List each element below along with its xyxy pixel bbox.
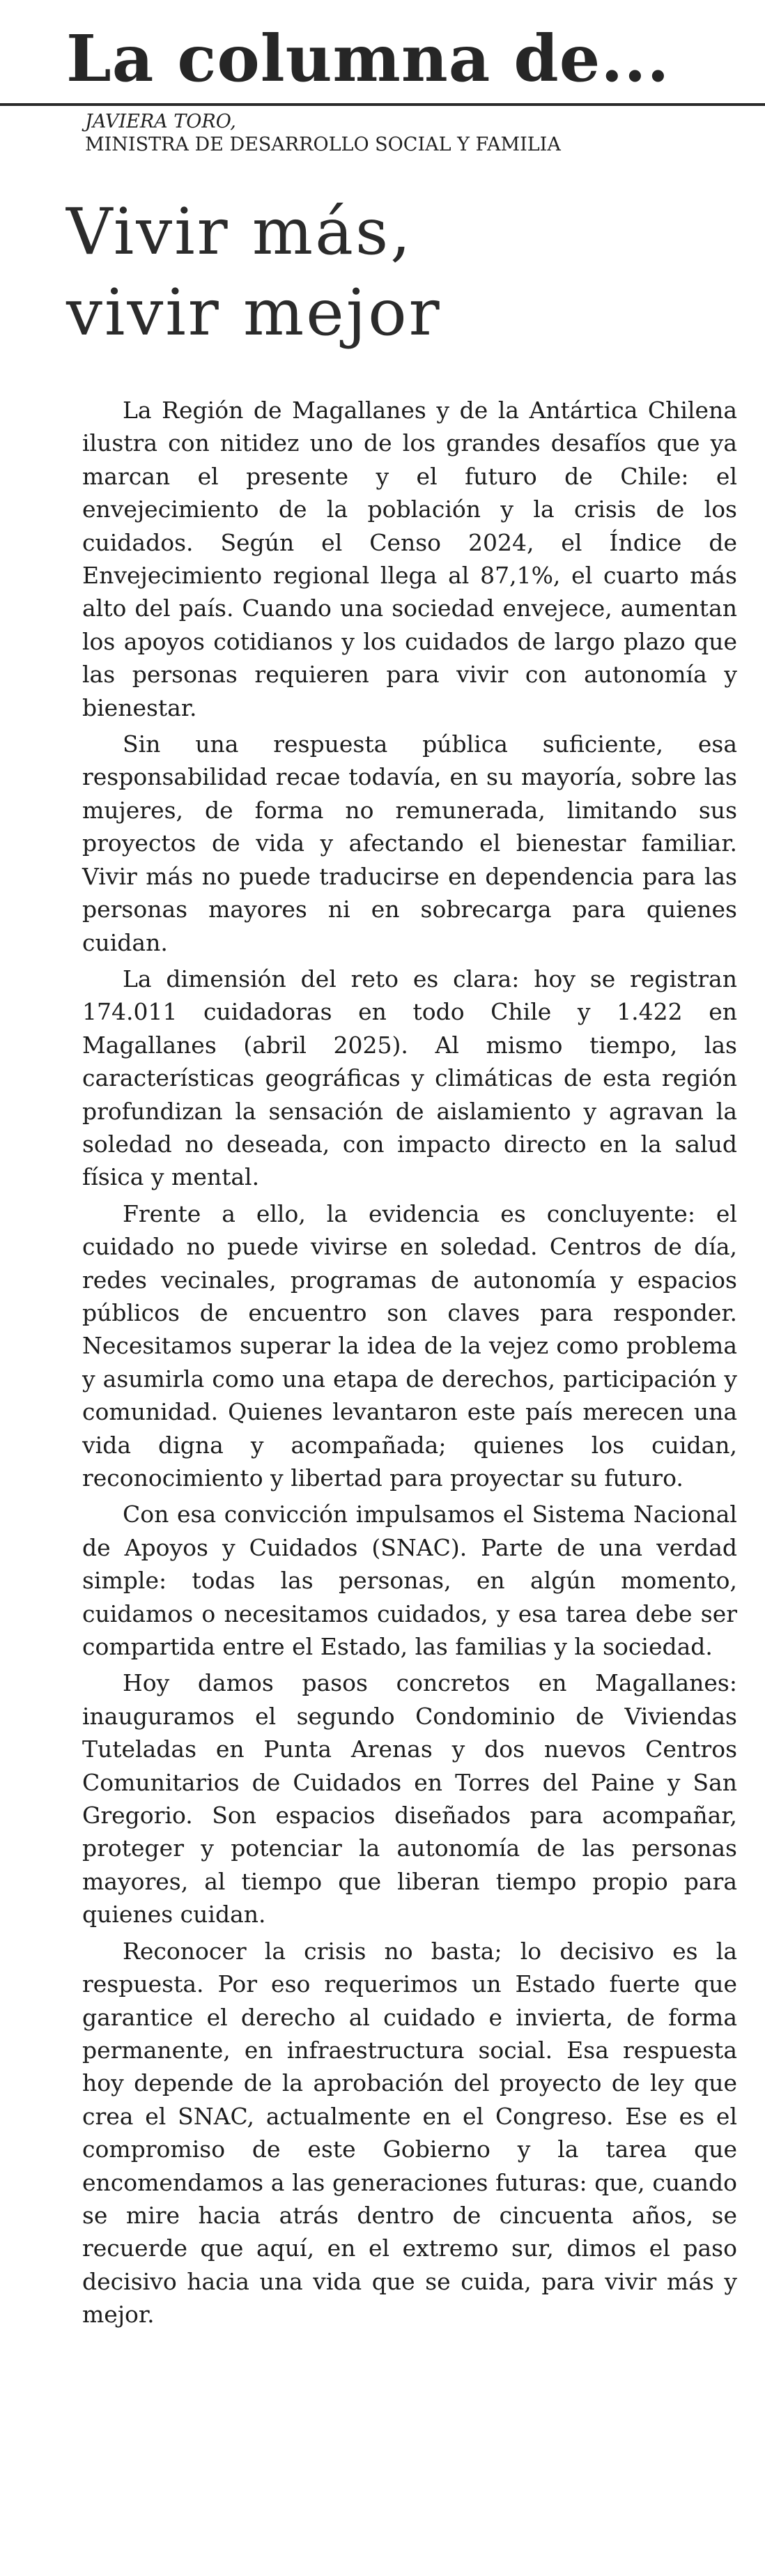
article-paragraph: Frente a ello, la evidencia es concluyente: el cuidado no puede vivirse en soledad. Centros de día, redes vecinales, programas de autonomía y espacios públicos de encuentro son claves para responder. Necesitamos superar la idea de la vejez como problema y asumirla como una etapa de derechos, participación y comunidad. Quienes levantaron este país merecen una vida digna y acompañada; quienes los cuidan, reconocimiento y libertad para proyectar su futuro. bbox=[82, 1199, 737, 1492]
article-headline bbox=[66, 192, 442, 353]
article-paragraph: La dimensión del reto es clara: hoy se registran 174.011 cuidadoras en todo Chile y 1.422 en Magallanes (abril 2025). Al mismo tiempo, las características geográficas y climáticas de esta región profundizan la sensación de aislamiento y agravan la soledad no deseada, con impacto directo en la salud física y mental. bbox=[82, 965, 737, 1191]
header-divider bbox=[0, 103, 765, 106]
article-paragraph: Reconocer la crisis no basta; lo decisivo es la respuesta. Por eso requerimos un Estado fuerte que garantice el derecho al cuidado e invierta, de forma permanente, en infraestructura social. Esa respuesta hoy depende de la aprobación del proyecto de ley que crea el SNAC, actualmente en el Congreso. Ese es el compromiso de este Gobierno y la tarea que encomendamos a las generaciones futuras: que, cuando se mire hacia atrás dentro de cincuenta años, se recuerde que aquí, en el extremo sur, dimos el paso decisivo hacia una vida que se cuida, para vivir más y mejor. bbox=[82, 1937, 737, 2329]
article-paragraph: La Región de Magallanes y de la Antártica Chilena ilustra con nitidez uno de los grandes desafíos que ya marcan el presente y el futuro de Chile: el envejecimiento de la población y la crisis de los cuidados. Según el Censo 2024, el Índice de Envejecimiento regional llega al 87,1%, el cuarto más alto del país. Cuando una sociedad envejece, aumentan los apoyos cotidianos y los cuidados de largo plazo que las personas requieren para vivir con autonomía y bienestar. bbox=[82, 397, 737, 721]
article-paragraph: Hoy damos pasos concretos en Magallanes: inauguramos el segundo Condominio de Viviendas Tuteladas en Punta Arenas y dos nuevos Centros Comunitarios de Cuidados en Torres del Paine y San Gregorio. Son espacios diseñados para acompañar, proteger y potenciar la autonomía de las personas mayores, al tiempo que liberan tiempo propio para quienes cuidan. bbox=[82, 1669, 737, 1929]
author-name: JAVIERA TORO, bbox=[85, 111, 236, 132]
column-header bbox=[0, 0, 765, 155]
article-paragraph: Sin una respuesta pública suficiente, esa responsabilidad recae todavía, en su mayoría, sobre las mujeres, de forma no remunerada, limitando sus proyectos de vida y afectando el bienestar familiar. Vivir más no puede traducirse en dependencia para las personas mayores ni en sobrecarga para quienes cuidan. bbox=[82, 730, 737, 956]
headline-line-2: vivir mejor bbox=[66, 275, 442, 350]
author-position: MINISTRA DE DESARROLLO SOCIAL Y FAMILIA bbox=[85, 134, 561, 155]
headline-line-1: Vivir más, bbox=[66, 194, 413, 269]
section-title: La columna de... bbox=[66, 21, 670, 96]
byline bbox=[85, 110, 561, 156]
article-paragraph: Con esa convicción impulsamos el Sistema Nacional de Apoyos y Cuidados (SNAC). Parte de una verdad simple: todas las personas, en algún momento, cuidamos o necesitamos cuidados, y esa tarea debe ser compartida entre el Estado, las familias y la sociedad. bbox=[82, 1501, 737, 1661]
article-body bbox=[82, 394, 737, 2335]
